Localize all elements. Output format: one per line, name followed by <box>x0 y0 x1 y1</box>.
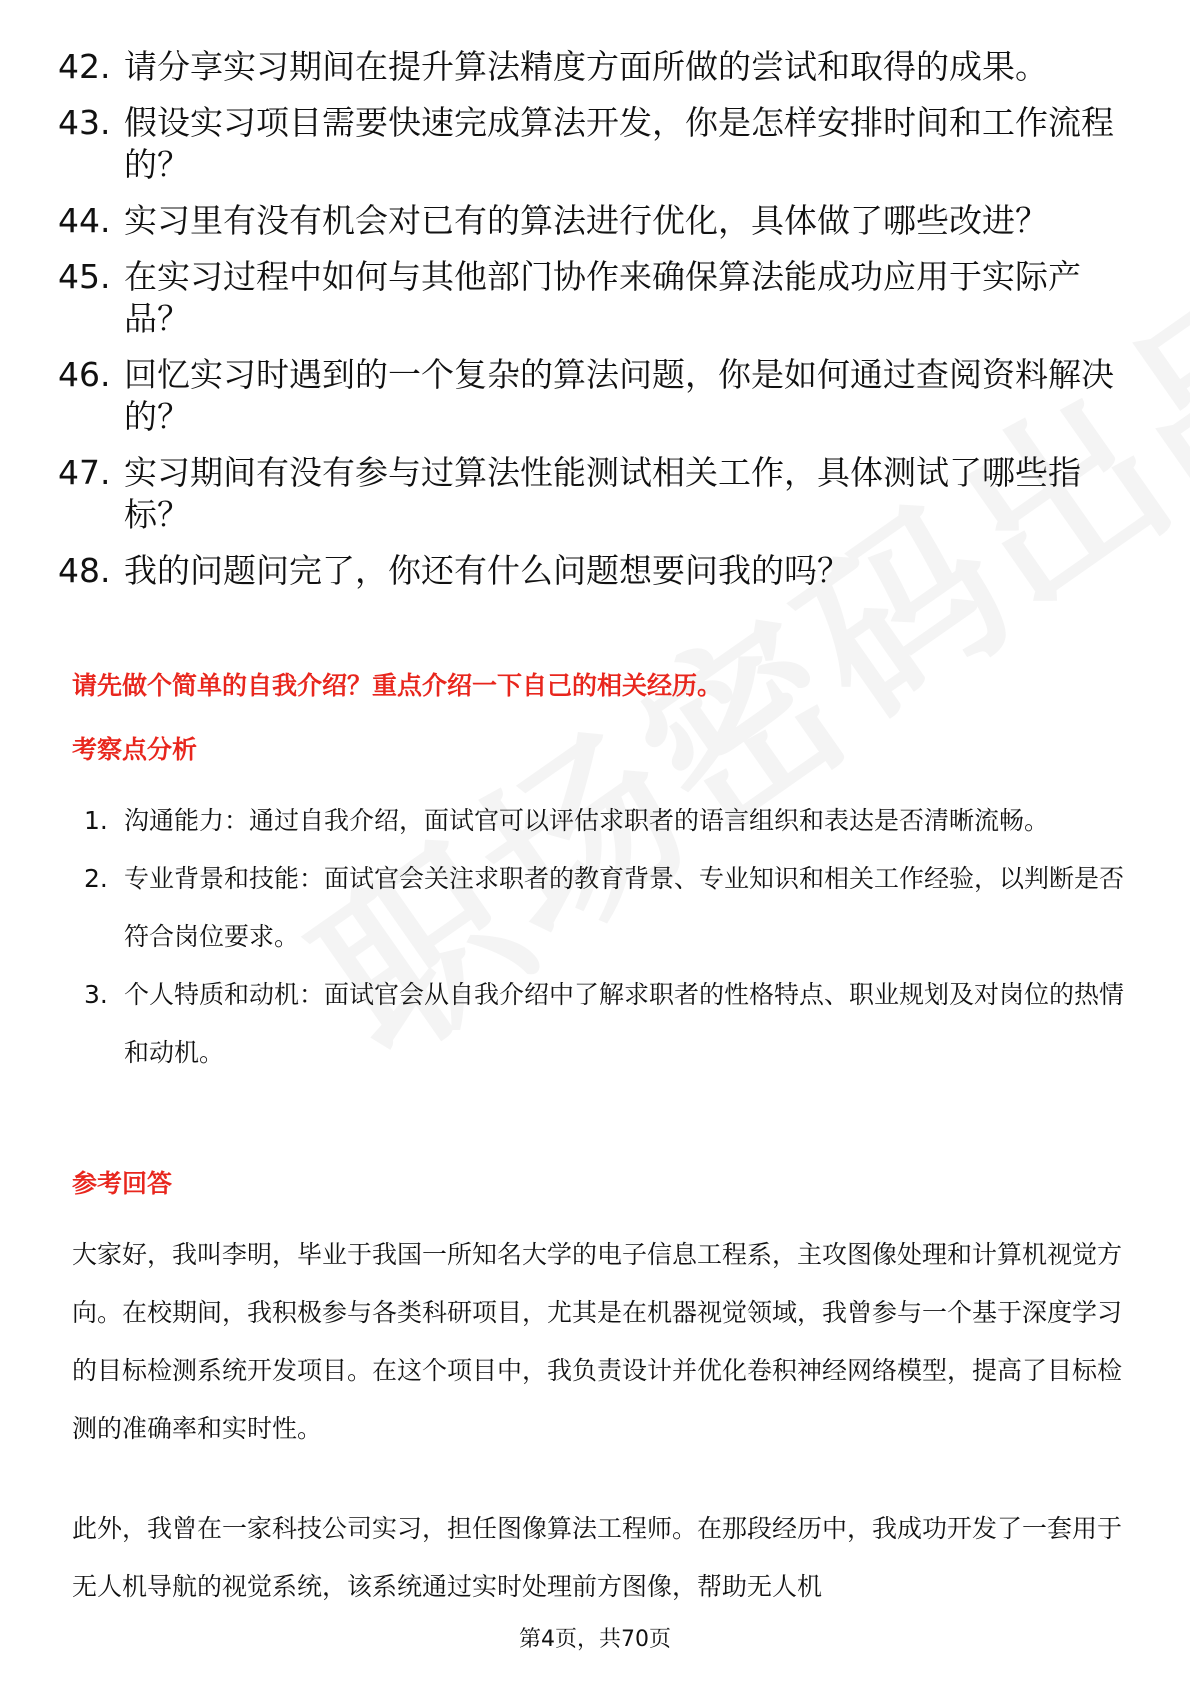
question-text: 实习期间有没有参与过算法性能测试相关工作，具体测试了哪些指标？ <box>124 453 1081 534</box>
question-number: 48. <box>58 551 111 590</box>
analysis-item <box>84 792 1124 850</box>
answer-paragraph: 此外，我曾在一家科技公司实习，担任图像算法工程师。在那段经历中，我成功开发了一套用于无人机导航的视觉系统，该系统通过实时处理前方图像，帮助无人机 <box>72 1514 1123 1601</box>
question-item <box>58 200 1138 242</box>
question-number: 44. <box>58 201 111 240</box>
analysis-number: 3. <box>84 980 108 1009</box>
page-footer: 第4页，共70页 <box>519 1627 671 1652</box>
question-item <box>58 102 1138 186</box>
question-text: 假设实习项目需要快速完成算法开发，你是怎样安排时间和工作流程的？ <box>124 103 1114 184</box>
question-text: 在实习过程中如何与其他部门协作来确保算法能成功应用于实际产品？ <box>124 257 1081 338</box>
highlight-question: 请先做个简单的自我介绍？重点介绍一下自己的相关经历。 <box>72 671 723 700</box>
analysis-title: 考察点分析 <box>72 735 198 764</box>
analysis-text: 专业背景和技能：面试官会关注求职者的教育背景、专业知识和相关工作经验，以判断是否符合岗位要求。 <box>124 864 1125 951</box>
question-text: 我的问题问完了，你还有什么问题想要问我的吗？ <box>124 551 850 590</box>
answer-paragraph: 大家好，我叫李明，毕业于我国一所知名大学的电子信息工程系，主攻图像处理和计算机视觉方向。在校期间，我积极参与各类科研项目，尤其是在机器视觉领域，我曾参与一个基于深度学习的目标检测系统开发项目。在这个项目中，我负责设计并优化卷积神经网络模型，提高了目标检测的准确率和实时性。 <box>72 1240 1123 1443</box>
question-list <box>58 46 1138 606</box>
question-text: 实习里有没有机会对已有的算法进行优化，具体做了哪些改进？ <box>124 201 1048 240</box>
question-number: 45. <box>58 257 111 296</box>
analysis-text: 沟通能力：通过自我介绍，面试官可以评估求职者的语言组织和表达是否清晰流畅。 <box>124 806 1050 835</box>
question-number: 47. <box>58 453 111 492</box>
answer-title: 参考回答 <box>72 1169 173 1198</box>
question-item <box>58 550 1138 592</box>
analysis-number: 1. <box>84 806 108 835</box>
analysis-list <box>84 792 1124 1082</box>
analysis-item <box>84 966 1124 1082</box>
question-number: 46. <box>58 355 111 394</box>
analysis-text: 个人特质和动机：面试官会从自我介绍中了解求职者的性格特点、职业规划及对岗位的热情和动机。 <box>124 980 1125 1067</box>
question-number: 42. <box>58 47 111 86</box>
question-text: 请分享实习期间在提升算法精度方面所做的尝试和取得的成果。 <box>124 47 1048 86</box>
question-item <box>58 46 1138 88</box>
question-number: 43. <box>58 103 111 142</box>
question-item <box>58 354 1138 438</box>
analysis-number: 2. <box>84 864 108 893</box>
question-text: 回忆实习时遇到的一个复杂的算法问题，你是如何通过查阅资料解决的？ <box>124 355 1114 436</box>
question-item <box>58 256 1138 340</box>
analysis-item <box>84 850 1124 966</box>
question-item <box>58 452 1138 536</box>
